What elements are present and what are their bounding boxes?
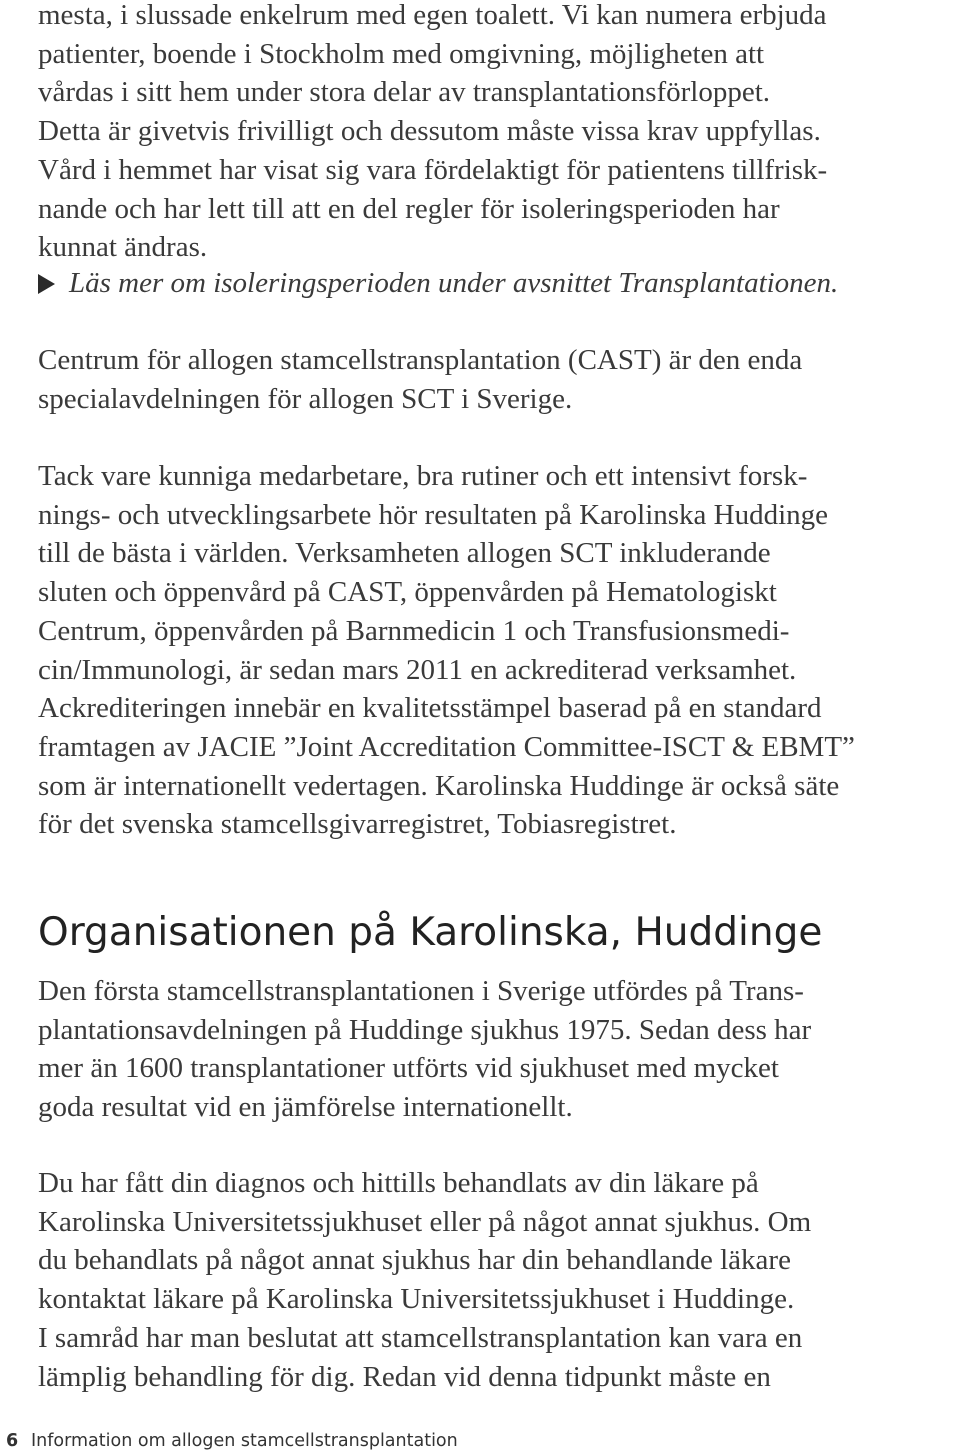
text-line: Detta är givetvis frivilligt och dessutom måste vissa krav uppfyllas. [38,115,821,148]
text-line: plantationsavdelningen på Huddinge sjukhus 1975. Sedan dess har [38,1013,812,1046]
page-footer [6,1429,458,1453]
text-line: Du har fått din diagnos och hittills behandlats av din läkare på [38,1167,759,1199]
text-line: som är internationellt vedertagen. Karolinska Huddinge är också säte [38,769,840,802]
text-line: nings- och utvecklingsarbete hör resultaten på Karolinska Huddinge [38,498,829,531]
text-line: nande och har lett till att en del regler för isoleringsperioden har [38,192,780,225]
text-line: goda resultat vid en jämförelse internationellt. [38,1091,573,1124]
text-line: mer än 1600 transplantationer utförts vid sjukhuset med mycket [38,1052,779,1085]
text-line: Den första stamcellstransplantationen i Sverige utfördes på Trans- [38,975,804,1007]
cross-reference-text: Läs mer om isoleringsperioden under avsnittet Transplantationen. [69,267,839,299]
text-line: Centrum för allogen stamcellstransplantation (CAST) är den enda [38,344,803,376]
text-line: Tack vare kunniga medarbetare, bra rutiner och ett intensivt forsk- [38,460,808,492]
paragraph-referral [38,1164,938,1396]
text-line: Centrum, öppenvården på Barnmedicin 1 och Transfusionsmedi- [38,614,790,647]
text-line: Vård i hemmet har visat sig vara fördelaktigt för patientens tillfrisk- [38,153,828,186]
text-line: lämplig behandling för dig. Redan vid denna tidpunkt måste en [38,1360,771,1393]
page-number: 6 [6,1431,19,1451]
text-line: specialavdelningen för allogen SCT i Sverige. [38,382,573,415]
cross-reference[interactable] [38,264,838,303]
text-line: I samråd har man beslutat att stamcellstransplantation kan vara en [38,1321,803,1354]
text-line: kontaktat läkare på Karolinska Universitetssjukhuset i Huddinge. [38,1283,795,1316]
text-line: vårdas i sitt hem under stora delar av transplantationsförloppet. [38,76,771,109]
text-line: du behandlats på något annat sjukhus har din behandlande läkare [38,1244,791,1277]
text-line: Karolinska Universitetssjukhuset eller på något annat sjukhus. Om [38,1205,812,1238]
paragraph-home-care [38,0,938,267]
paragraph-history [38,972,938,1127]
section-heading: Organisationen på Karolinska, Huddinge [38,910,823,955]
text-line: sluten och öppenvård på CAST, öppenvården på Hematologiskt [38,576,777,609]
text-line: Ackrediteringen innebär en kvalitetsstämpel baserad på en standard [38,692,822,725]
text-line: patienter, boende i Stockholm med omgivning, möjligheten att [38,37,765,70]
text-line: kunnat ändras. [38,231,208,264]
text-line: för det svenska stamcellsgivarregistret, Tobiasregistret. [38,808,677,841]
text-line: framtagen av JACIE ”Joint Accreditation Committee-ISCT & EBMT” [38,730,855,763]
text-line: till de bästa i världen. Verksamheten allogen SCT inkluderande [38,537,771,570]
paragraph-cast [38,341,938,418]
play-arrow-icon [38,274,55,294]
text-line: cin/Immunologi, är sedan mars 2011 en ackrediterad verksamhet. [38,653,797,686]
footer-title: Information om allogen stamcellstransplantation [31,1431,458,1451]
paragraph-accreditation [38,457,938,844]
text-line: mesta, i slussade enkelrum med egen toalett. Vi kan numera erbjuda [38,0,827,31]
